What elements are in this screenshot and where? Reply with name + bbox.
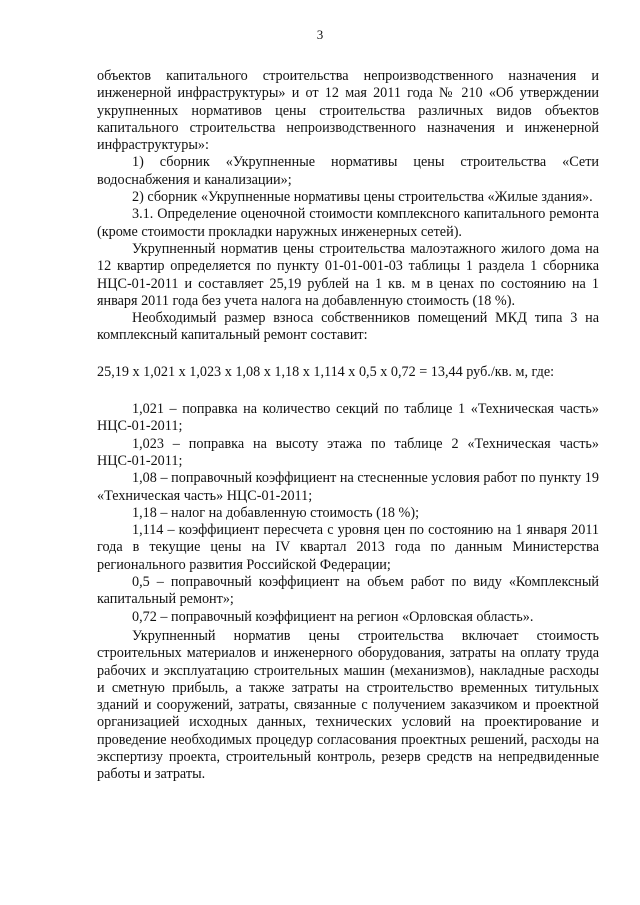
coefficient-item: 0,72 – поправочный коэффициент на регион «Орловская область».: [132, 608, 534, 625]
list-item-collection-2: 2) сборник «Укрупненные нормативы цены строительства «Жилые здания».: [132, 189, 593, 206]
section-heading-3-1: 3.1. Определение оценочной стоимости комплексного капитального ремонта (кроме стоимости прокладки наружных инженерных сетей).: [97, 206, 599, 240]
coefficient-item: 1,021 – поправка на количество секций по таблице 1 «Техническая часть» НЦС-01-2011;: [97, 401, 599, 435]
coefficient-item: 0,5 – поправочный коэффициент на объем работ по виду «Комплексный капитальный ремонт»;: [97, 574, 599, 608]
coefficient-item: 1,114 – коэффициент пересчета с уровня цен по состоянию на 1 января 2011 года в текущие цены на IV квартал 2013 года по данным Министерства регионального развития Российской Федерации;: [97, 522, 599, 573]
document-body: [97, 68, 599, 784]
list-item-collection-1: 1) сборник «Укрупненные нормативы цены строительства «Сети водоснабжения и канализации»;: [97, 154, 599, 188]
paragraph-norm-description: Укрупненный норматив цены строительства малоэтажного жилого дома на 12 квартир определяется по пункту 01-01-001-03 таблицы 1 раздела 1 сборника НЦС-01-2011 и составляет 25,19 рублей на 1 кв. м в ценах по состоянию на 1 января 2011 года без учета налога на добавленную стоимость (18 %).: [97, 240, 599, 309]
coefficient-item: 1,023 – поправка на высоту этажа по таблице 2 «Техническая часть» НЦС-01-2011;: [97, 435, 599, 469]
paragraph-intro-continuation: объектов капитального строительства непроизводственного назначения и инженерной инфраструктуры» и от 12 мая 2011 года № 210 «Об утверждении укрупненных нормативов цены строительства различных видов объектов капитального строительства непроизводственного назначения и инженерной инфраструктуры»:: [97, 68, 599, 154]
page-number: 3: [316, 27, 324, 42]
coefficient-item: 1,08 – поправочный коэффициент на стесненные условия работ по пункту 19 «Техническая часть» НЦС-01-2011;: [97, 470, 599, 504]
coefficient-item: 1,18 – налог на добавленную стоимость (18 %);: [132, 504, 420, 521]
paragraph-contribution-intro: Необходимый размер взноса собственников помещений МКД типа 3 на комплексный капитальный ремонт составит:: [97, 310, 599, 344]
paragraph-norm-includes: Укрупненный норматив цены строительства включает стоимость строительных материалов и инженерного оборудования, затраты на оплату труда рабочих и эксплуатацию строительных машин (механизмов), накладные расходы и сметную прибыль, а также затраты на строительство временных титульных зданий и сооружений, затраты, связанные с получением заказчиком и проектной организацией исходных данных, технических условий на проектирование и проведение необходимых процедур согласования проектных решений, расходы на экспертизу проекта, строительный контроль, резерв средств на непредвиденные работы и затраты.: [97, 627, 599, 783]
calculation-formula: 25,19 х 1,021 х 1,023 х 1,08 х 1,18 х 1,114 х 0,5 х 0,72 = 13,44 руб./кв. м, где:: [97, 363, 555, 380]
